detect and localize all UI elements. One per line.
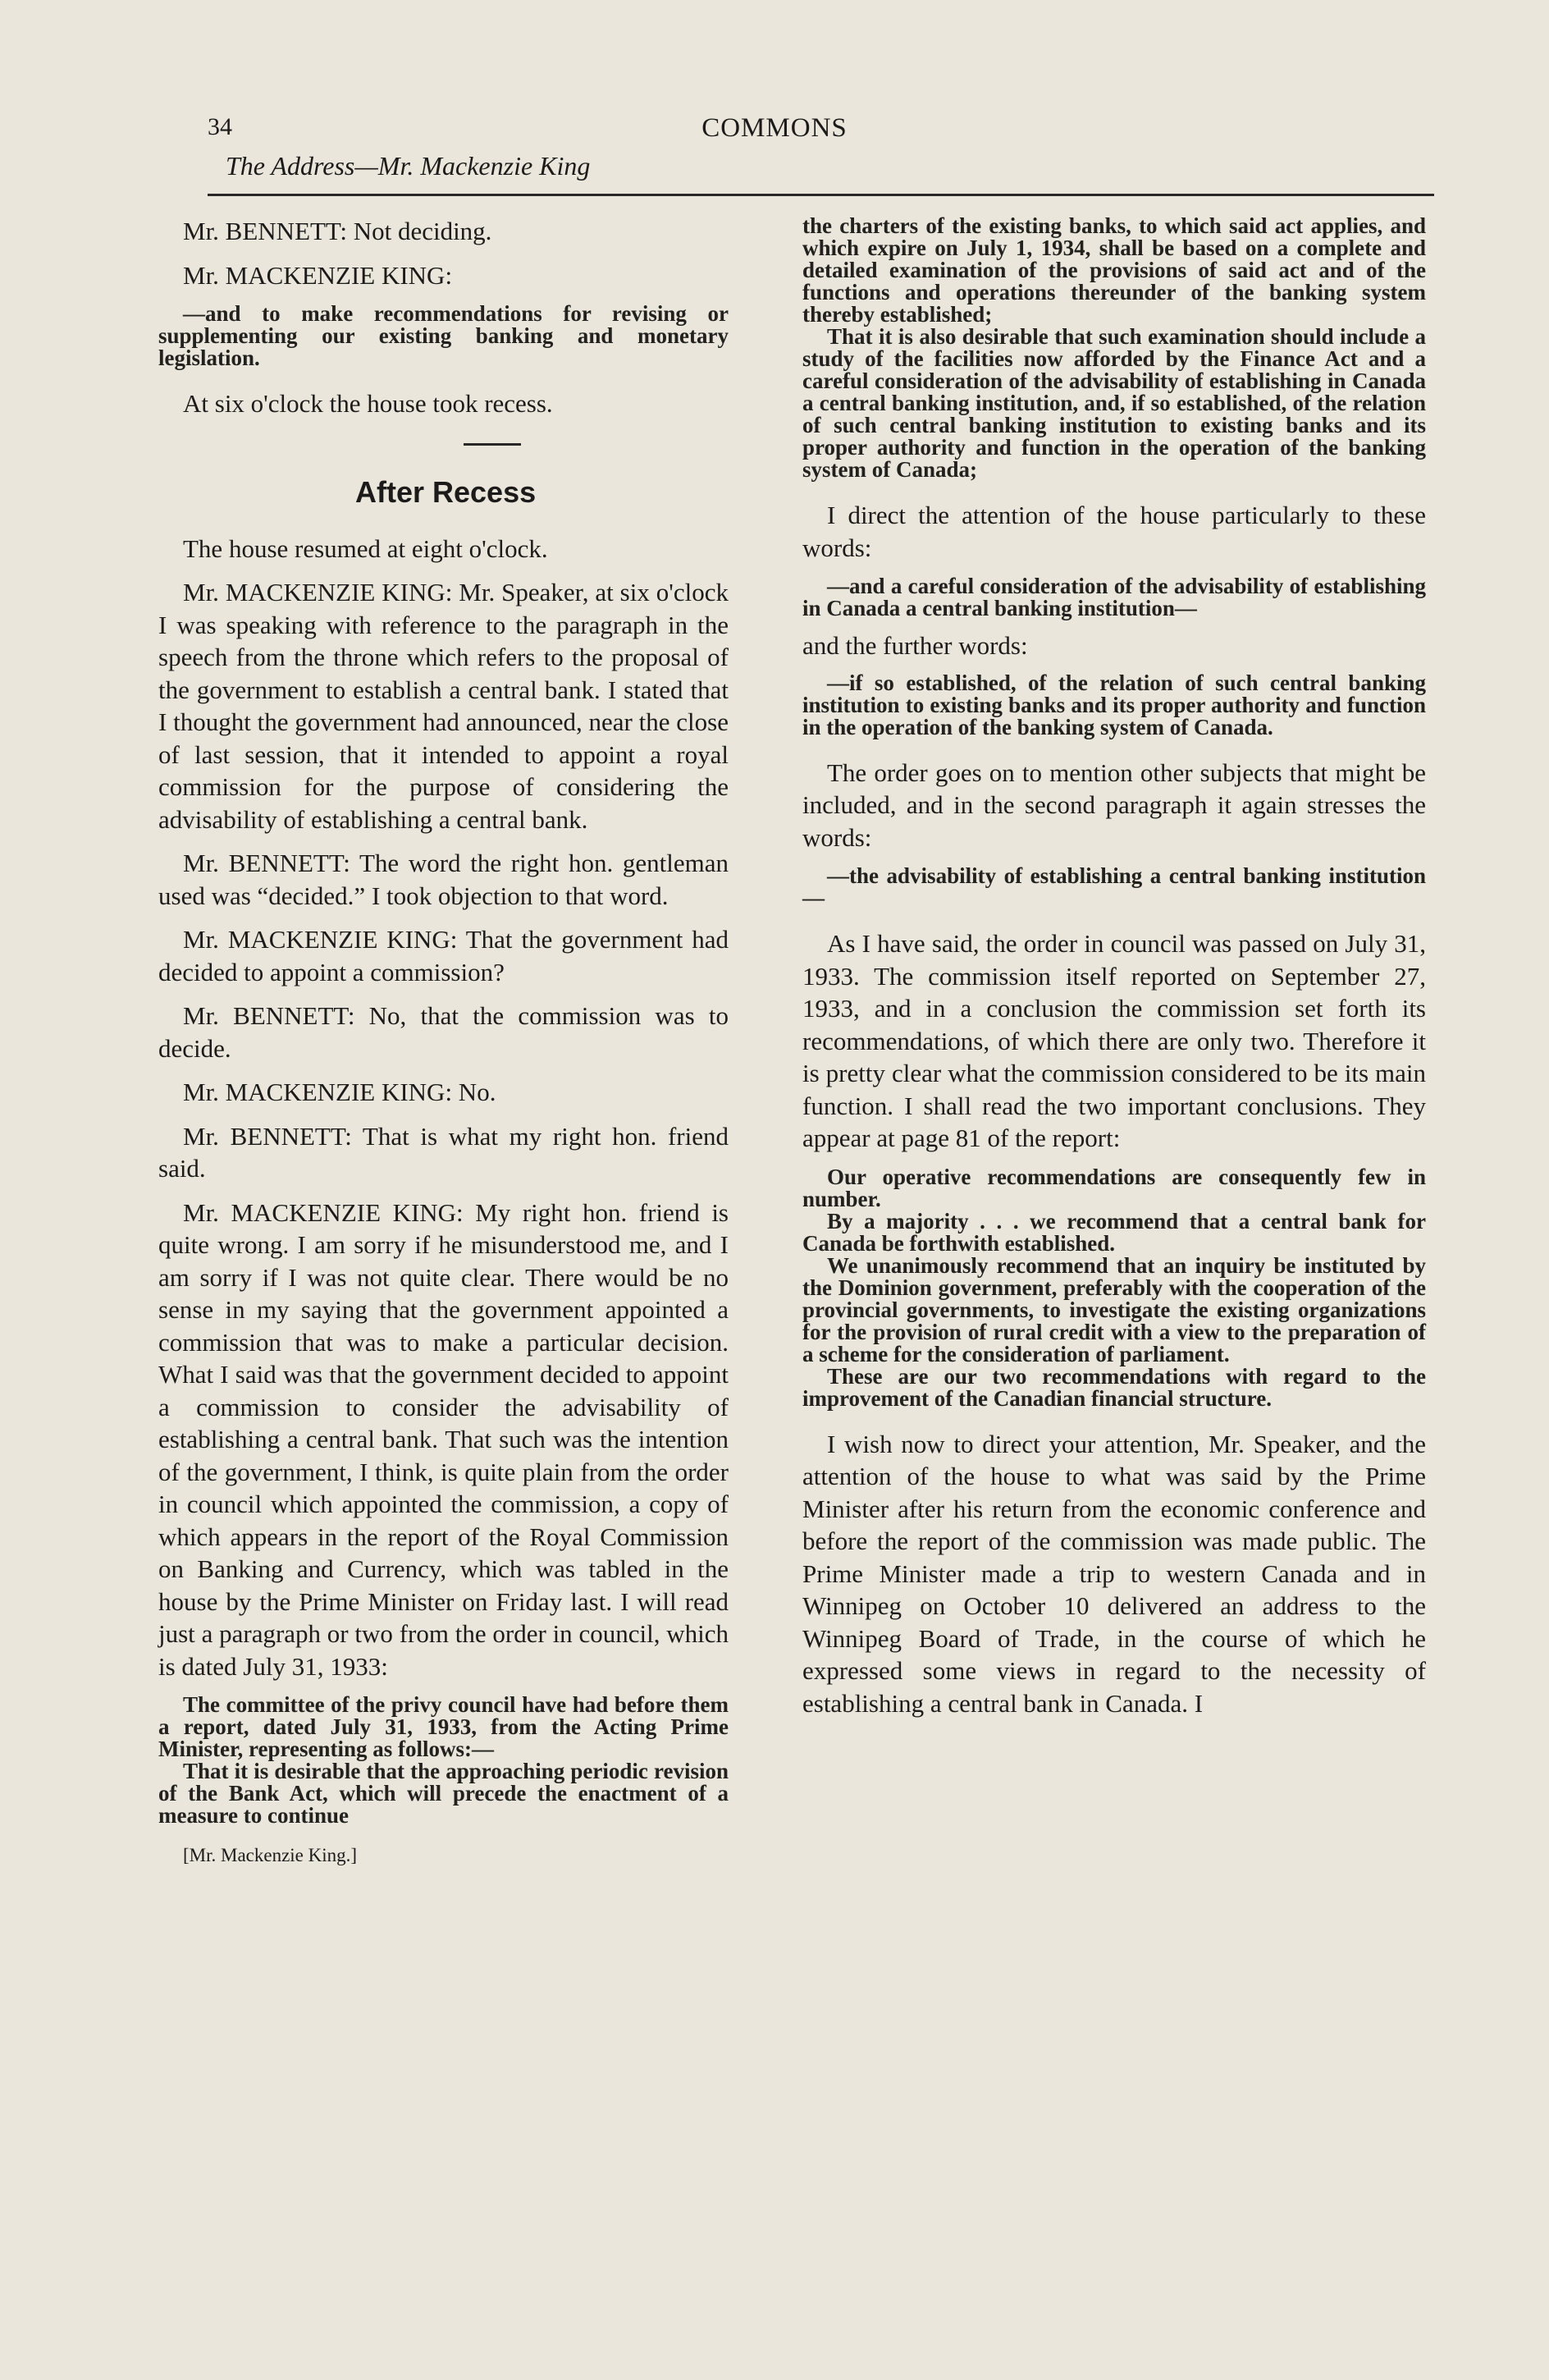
paragraph: The order goes on to mention other subjects that might be included, and in the second paragraph it again stresses the words: xyxy=(802,757,1426,852)
paragraph: and the further words: xyxy=(802,631,1028,660)
paragraph: I direct the attention of the house particularly to these words: xyxy=(802,501,1426,562)
paragraph: The house resumed at eight o'clock. xyxy=(183,533,548,563)
paragraph: Mr. MACKENZIE KING: That the government had decided to appoint a commission? xyxy=(158,925,729,986)
speaker-footer: [Mr. Mackenzie King.] xyxy=(183,1845,358,1865)
paragraph: Mr. MACKENZIE KING: Mr. Speaker, at six o'clock I was speaking with reference to the paragraph in the speech from the throne which refers to the proposal of the government to establish a central bank. I stated that I thought the government had announced, near the close of last session, that it intended to appoint a royal commission for the purpose of considering the advisability of establishing a central bank. xyxy=(158,578,729,834)
paragraph: Mr. MACKENZIE KING: xyxy=(183,260,453,290)
header-rule xyxy=(208,194,1434,196)
paragraph: I wish now to direct your attention, Mr. Speaker, and the attention of the house to what was said by the Prime Minister after his return from the economic conference and before the report of the commission was made public. The Prime Minister made a trip to western Canada and in Winnipeg on October 10 delivered an address to the Winnipeg Board of Trade, in the course of which he expressed some views in regard to the necessity of establishing a central bank in Canada. I xyxy=(802,1429,1426,1718)
spacer xyxy=(158,379,729,387)
paragraph: Mr. BENNETT: No, that the commission was to decide. xyxy=(158,1001,729,1063)
paragraph: Mr. MACKENZIE KING: My right hon. friend is quite wrong. I am sorry if he misunderstood me, and I am sorry if I was not quite clear. There would be no sense in my saying that the government appointed a commission that was to make a particular decision. What I said was that the government decided to appoint a commission to consider the advisability of establishing a central bank. That such was the intention of the government, I think, is quite plain from the order in council which appointed the commission, a copy of which appears in the report of the Royal Commission on Banking and Currency, which was tabled in the house by the Prime Minister on Friday last. I will read just a paragraph or two from the order in council, which is dated July 31, 1933: xyxy=(158,1197,729,1681)
quotation: The committee of the privy council have had before them a report, dated July 31, 1933, from the Acting Prime Minister, representing as follows:— xyxy=(158,1692,729,1761)
quotation: Our operative recommendations are consequently few in number. xyxy=(802,1164,1426,1211)
paragraph: Mr. BENNETT: Not deciding. xyxy=(183,217,492,245)
left-column xyxy=(158,215,729,1866)
quotation: —and a careful consideration of the advisability of establishing in Canada a central banking institution— xyxy=(802,574,1426,620)
paragraph: Mr. BENNETT: That is what my right hon. friend said. xyxy=(158,1121,729,1183)
paragraph: As I have said, the order in council was passed on July 31, 1933. The commission itself reported on September 27, 1933, and in a conclusion the commission set forth its recommendations, of which there are only two. Therefore it is pretty clear what the commission considered to be its main function. I shall read the two important conclusions. They appear at page 81 of the report: xyxy=(802,929,1426,1152)
quotation: These are our two recommendations with regard to the improvement of the Canadian financial structure. xyxy=(802,1363,1426,1411)
right-column xyxy=(802,215,1426,1731)
spacer xyxy=(802,919,1426,927)
quotation: That it is also desirable that such examination should include a study of the facilities now afforded by the Finance Act and a careful consideration of the advisability of establishing in Canada a central banking institution, and, if so established, of the relation of such central banking institution to existing banks and its proper authority and function in the operation of the banking system of Canada; xyxy=(802,324,1426,482)
spacer xyxy=(802,491,1426,499)
paragraph: Mr. BENNETT: The word the right hon. gentleman used was “decided.” I took objection to that word. xyxy=(158,849,729,910)
spacer xyxy=(802,748,1426,757)
running-head-title: COMMONS xyxy=(701,113,848,143)
running-head-subtitle: The Address—Mr. Mackenzie King xyxy=(226,151,591,181)
quotation: —the advisability of establishing a central banking institution— xyxy=(802,863,1426,910)
quotation: By a majority . . . we recommend that a central bank for Canada be forthwith established. xyxy=(802,1208,1426,1256)
page-number: 34 xyxy=(208,113,232,140)
section-divider xyxy=(464,443,521,446)
paragraph: Mr. MACKENZIE KING: No. xyxy=(183,1078,496,1106)
paragraph: At six o'clock the house took recess. xyxy=(183,389,553,418)
quotation: the charters of the existing banks, to which said act applies, and which expire on July 1, 1934, shall be based on a complete and detailed examination of the provisions of said act and of the functions and operations thereunder of the banking system thereby established; xyxy=(802,213,1426,327)
quotation: —if so established, of the relation of such central banking institution to existing banks and its proper authority and function in the operation of the banking system of Canada. xyxy=(802,670,1426,739)
section-heading: After Recess xyxy=(355,474,537,509)
quotation: That it is desirable that the approaching periodic revision of the Bank Act, which will precede the enactment of a measure to continue xyxy=(158,1759,729,1828)
quotation: We unanimously recommend that an inquiry be instituted by the Dominion government, preferably with the cooperation of the provincial governments, to investigate the existing organizations for the provision of rural credit with a view to the preparation of a scheme for the consideration of parliament. xyxy=(802,1252,1426,1366)
quotation: —and to make recommendations for revising or supplementing our existing banking and monetary legislation. xyxy=(158,301,729,370)
spacer xyxy=(802,1420,1426,1428)
